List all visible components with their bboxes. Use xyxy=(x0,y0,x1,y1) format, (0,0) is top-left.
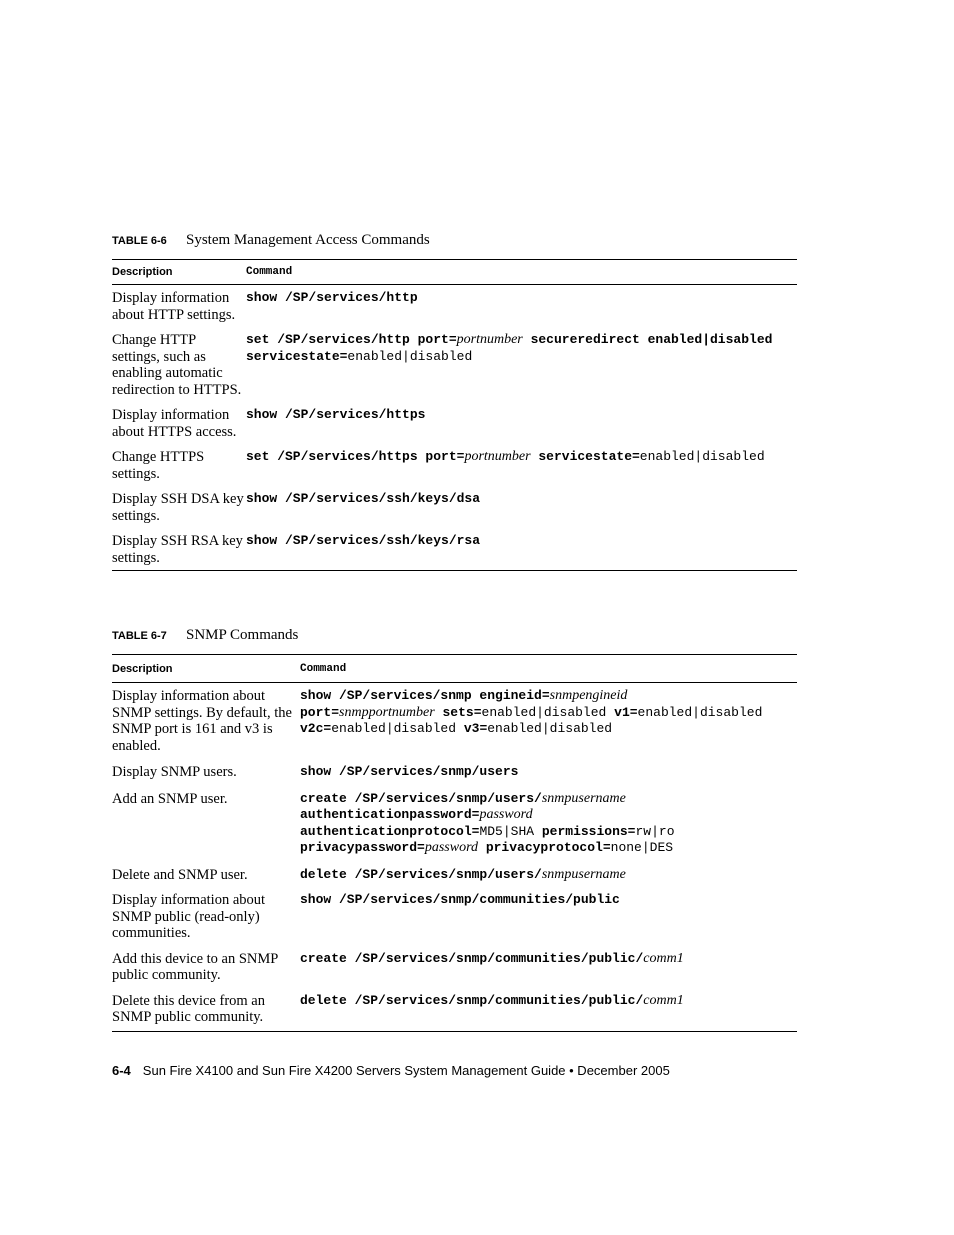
command-parameter: snmpusername xyxy=(541,866,626,882)
table-row xyxy=(112,482,797,524)
command-parameter: comm1 xyxy=(643,950,684,966)
command-keyword: servicestate= xyxy=(538,449,640,464)
description-cell: Change HTTP settings, such as enabling automatic redirection to HTTPS. xyxy=(112,332,242,398)
column-header-description: Description xyxy=(112,662,173,675)
snmp-commands-table xyxy=(112,654,797,1032)
command-parameter: password xyxy=(424,840,478,855)
column-header-description: Description xyxy=(112,266,173,278)
command-keyword: show /SP/services/snmp/users xyxy=(300,764,519,779)
command-keyword: sets= xyxy=(442,704,482,720)
command-cell xyxy=(300,942,797,984)
footer-text: Sun Fire X4100 and Sun Fire X4200 Servers System Management Guide • December 2005 xyxy=(142,1063,670,1078)
command-cell xyxy=(300,781,797,857)
command-value xyxy=(478,840,486,855)
command-cell xyxy=(246,323,797,398)
command-value xyxy=(523,332,531,347)
table-row xyxy=(112,754,797,781)
command-keyword: show /SP/services/snmp/communities/public xyxy=(300,892,620,907)
description-cell: Display SNMP users. xyxy=(112,764,237,780)
description-cell: Display information about SNMP public (read-only) communities. xyxy=(112,892,266,941)
table-row xyxy=(112,883,797,942)
command-keyword: show /SP/services/ssh/keys/dsa xyxy=(246,491,481,506)
command-value: rw|ro xyxy=(635,823,675,839)
description-cell: Delete and SNMP user. xyxy=(112,866,248,883)
command-keyword: show /SP/services/http xyxy=(246,290,418,305)
description-cell: Display information about HTTPS access. xyxy=(112,407,237,440)
command-keyword: show /SP/services/https xyxy=(246,407,426,422)
command-cell xyxy=(246,524,797,571)
table-row xyxy=(112,440,797,482)
command-value: enabled|disabled xyxy=(481,704,615,720)
table-6-7-block xyxy=(112,625,797,1032)
command-cell xyxy=(300,857,797,884)
command-keyword: create /SP/services/snmp/communities/public/ xyxy=(300,950,644,966)
table-row xyxy=(112,285,797,324)
command-parameter: snmpportnumber xyxy=(339,704,435,720)
table-row xyxy=(112,942,797,984)
command-cell xyxy=(246,482,797,524)
command-keyword: show /SP/services/snmp engineid= xyxy=(300,688,550,703)
command-value: enabled|disabled xyxy=(347,348,473,364)
column-header-command: Command xyxy=(246,266,293,278)
command-value: enabled|disabled xyxy=(487,721,613,736)
command-parameter: password xyxy=(479,807,533,822)
command-value: enabled|disabled xyxy=(637,704,763,720)
table-header-row xyxy=(112,655,797,683)
command-cell xyxy=(246,398,797,440)
table-row xyxy=(112,781,797,857)
table-6-6-block xyxy=(112,230,797,571)
description-cell: Display SSH RSA key settings. xyxy=(112,533,243,566)
command-keyword: permissions= xyxy=(541,823,636,839)
command-keyword: authenticationprotocol= xyxy=(300,823,480,839)
command-cell xyxy=(246,440,797,482)
table-caption xyxy=(112,230,797,250)
command-parameter: portnumber xyxy=(456,332,523,347)
command-cell xyxy=(300,683,797,755)
table-header-row xyxy=(112,260,797,285)
command-keyword: privacyprotocol= xyxy=(485,840,611,855)
command-value: enabled|disabled xyxy=(331,721,464,736)
column-header-command: Command xyxy=(300,662,347,675)
command-parameter: snmpusername xyxy=(541,790,626,806)
table-row xyxy=(112,398,797,440)
description-cell: Delete this device from an SNMP public community. xyxy=(112,992,265,1025)
command-parameter: snmpengineid xyxy=(549,688,628,703)
table-label: TABLE 6-6 xyxy=(112,235,167,247)
command-parameter: portnumber xyxy=(464,449,531,464)
table-row xyxy=(112,857,797,884)
table-row xyxy=(112,683,797,755)
table-row xyxy=(112,984,797,1032)
command-cell xyxy=(300,754,797,781)
command-keyword: privacypassword= xyxy=(300,840,425,855)
command-value: none|DES xyxy=(610,840,674,855)
table-title: SNMP Commands xyxy=(186,627,299,643)
table-label: TABLE 6-7 xyxy=(112,630,167,642)
table-caption xyxy=(112,625,797,645)
table-row xyxy=(112,524,797,571)
table-row xyxy=(112,323,797,398)
command-keyword: v1= xyxy=(614,704,638,720)
command-value: enabled|disabled xyxy=(639,449,765,464)
command-keyword: show /SP/services/ssh/keys/rsa xyxy=(246,533,481,548)
command-keyword: port= xyxy=(300,704,340,720)
command-keyword: secureredirect enabled|disabled servicestate= xyxy=(246,332,773,364)
command-keyword: create /SP/services/snmp/users/ xyxy=(300,790,542,806)
command-value: MD5|SHA xyxy=(479,823,542,839)
table-title: System Management Access Commands xyxy=(186,232,430,248)
description-cell: Change HTTPS settings. xyxy=(112,449,205,482)
description-cell: Add an SNMP user. xyxy=(112,790,228,807)
description-cell: Display information about SNMP settings. By default, the SNMP port is 161 and v3 is enabled. xyxy=(112,688,292,754)
command-cell xyxy=(300,984,797,1032)
command-keyword: v3= xyxy=(463,721,488,736)
command-cell xyxy=(246,285,797,324)
command-parameter: comm1 xyxy=(643,992,684,1008)
command-keyword: delete /SP/services/snmp/users/ xyxy=(300,866,542,882)
command-keyword: set /SP/services/http port= xyxy=(246,332,457,347)
command-value xyxy=(435,705,443,720)
page-number: 6-4 xyxy=(112,1063,131,1078)
command-keyword: set /SP/services/https port= xyxy=(246,449,465,464)
command-cell xyxy=(300,883,797,942)
command-keyword: delete /SP/services/snmp/communities/public/ xyxy=(300,992,644,1008)
description-cell: Add this device to an SNMP public community. xyxy=(112,950,278,983)
command-keyword: authenticationpassword= xyxy=(300,807,480,822)
command-keyword: v2c= xyxy=(300,721,332,736)
page-footer xyxy=(112,1063,670,1078)
description-cell: Display SSH DSA key settings. xyxy=(112,491,244,524)
description-cell: Display information about HTTP settings. xyxy=(112,290,236,323)
system-management-access-table xyxy=(112,259,797,571)
